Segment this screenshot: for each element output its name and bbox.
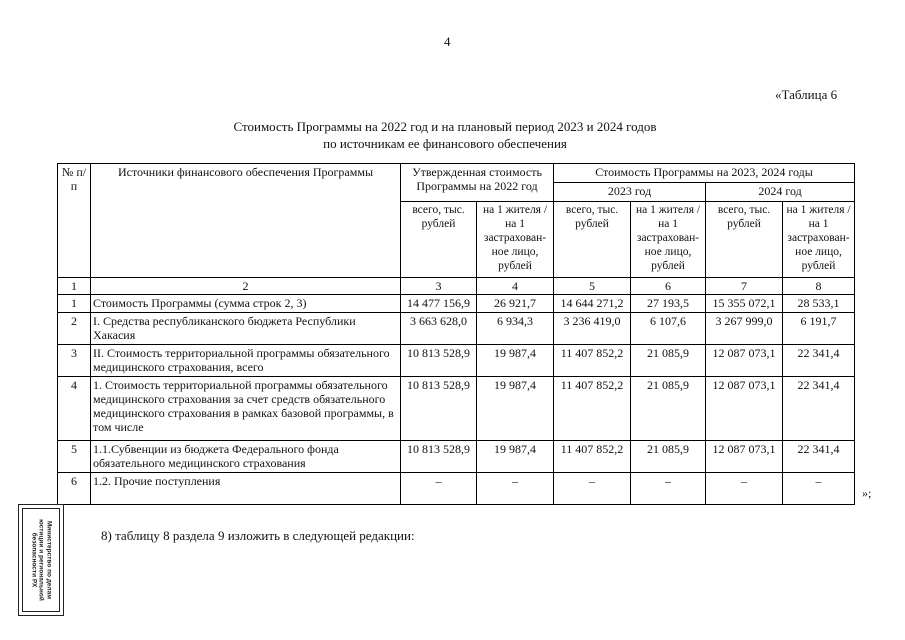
header-per-capita-2024: на 1 жителя / на 1 застрахован-ное лицо, рублей [783, 202, 855, 278]
cell-value: 6 191,7 [783, 313, 855, 345]
cell-value: 3 663 628,0 [401, 313, 477, 345]
column-number: 4 [477, 278, 554, 295]
title-line-1: Стоимость Программы на 2022 год и на плановый период 2023 и 2024 годов [233, 119, 657, 134]
document-title [150, 118, 740, 152]
row-number: 5 [58, 441, 91, 473]
cell-value: 3 267 999,0 [706, 313, 783, 345]
cell-value: 14 644 271,2 [554, 295, 631, 313]
row-source-name: 1.1.Субвенции из бюджета Федерального фонда обязательного медицинского страхования [91, 441, 401, 473]
stamp-text [30, 508, 53, 612]
stamp-line: юстиции и региональной [37, 519, 45, 601]
table-row [58, 295, 855, 313]
header-per-capita-2023: на 1 жителя / на 1 застрахован-ное лицо, рублей [631, 202, 706, 278]
row-number: 2 [58, 313, 91, 345]
cell-value: 12 087 073,1 [706, 377, 783, 441]
cell-value: 22 341,4 [783, 441, 855, 473]
program-cost-table [57, 163, 855, 505]
cell-value: 6 107,6 [631, 313, 706, 345]
column-number: 2 [91, 278, 401, 295]
cell-value: – [783, 473, 855, 505]
cell-value: 6 934,3 [477, 313, 554, 345]
instruction-text: 8) таблицу 8 раздела 9 изложить в следующей редакции: [101, 528, 415, 543]
stamp-line: Министерство по делам [45, 520, 53, 600]
column-number: 6 [631, 278, 706, 295]
title-line-2: по источникам ее финансового обеспечения [323, 136, 567, 151]
ministry-stamp [18, 504, 64, 616]
cell-value: 21 085,9 [631, 345, 706, 377]
closing-quote-mark: »; [862, 486, 872, 500]
table-row [58, 441, 855, 473]
column-number: 3 [401, 278, 477, 295]
row-number: 6 [58, 473, 91, 505]
column-number: 7 [706, 278, 783, 295]
cell-value: 27 193,5 [631, 295, 706, 313]
cell-value: 11 407 852,2 [554, 345, 631, 377]
cell-value: – [554, 473, 631, 505]
cell-value: 3 236 419,0 [554, 313, 631, 345]
row-number: 1 [58, 295, 91, 313]
column-number: 8 [783, 278, 855, 295]
cell-value: 21 085,9 [631, 377, 706, 441]
cell-value: 11 407 852,2 [554, 377, 631, 441]
row-source-name: 1. Стоимость территориальной программы обязательного медицинского страхования за счет средств обязательного медицинского страхования в рамках базовой программы, в том числе [91, 377, 401, 441]
cell-value: 22 341,4 [783, 377, 855, 441]
column-number: 1 [58, 278, 91, 295]
cell-value: 28 533,1 [783, 295, 855, 313]
cell-value: 19 987,4 [477, 441, 554, 473]
cell-value: 12 087 073,1 [706, 441, 783, 473]
header-sources: Источники финансового обеспечения Программы [91, 164, 401, 278]
cell-value: 22 341,4 [783, 345, 855, 377]
header-year-2023: 2023 год [554, 183, 706, 202]
table-row [58, 313, 855, 345]
stamp-line: безопасности РХ [30, 532, 38, 588]
cell-value: 12 087 073,1 [706, 345, 783, 377]
page-number: 4 [444, 34, 451, 49]
header-total-2022: всего, тыс. рублей [401, 202, 477, 278]
cell-value: 10 813 528,9 [401, 441, 477, 473]
cell-value: – [401, 473, 477, 505]
row-source-name: II. Стоимость территориальной программы обязательного медицинского страхования, всего [91, 345, 401, 377]
header-total-2023: всего, тыс. рублей [554, 202, 631, 278]
header-cost-2023-2024: Стоимость Программы на 2023, 2024 годы [554, 164, 855, 183]
cell-value: – [631, 473, 706, 505]
row-number: 3 [58, 345, 91, 377]
cell-value: 19 987,4 [477, 377, 554, 441]
row-source-name: I. Средства республиканского бюджета Республики Хакасия [91, 313, 401, 345]
table-label: «Таблица 6 [775, 87, 838, 102]
header-approved: Утвержденная стоимость Программы на 2022 год [401, 164, 554, 202]
cell-value: – [706, 473, 783, 505]
header-per-capita-2022: на 1 жителя / на 1 застрахован-ное лицо, рублей [477, 202, 554, 278]
column-number-row [58, 278, 855, 295]
cell-value: 26 921,7 [477, 295, 554, 313]
header-num: № п/п [58, 164, 91, 278]
table-row [58, 345, 855, 377]
row-source-name: 1.2. Прочие поступления [91, 473, 401, 505]
column-number: 5 [554, 278, 631, 295]
cell-value: – [477, 473, 554, 505]
header-total-2024: всего, тыс. рублей [706, 202, 783, 278]
cell-value: 19 987,4 [477, 345, 554, 377]
cell-value: 14 477 156,9 [401, 295, 477, 313]
cell-value: 10 813 528,9 [401, 377, 477, 441]
header-year-2024: 2024 год [706, 183, 855, 202]
row-number: 4 [58, 377, 91, 441]
cell-value: 11 407 852,2 [554, 441, 631, 473]
table-row [58, 377, 855, 441]
row-source-name: Стоимость Программы (сумма строк 2, 3) [91, 295, 401, 313]
cell-value: 15 355 072,1 [706, 295, 783, 313]
cell-value: 21 085,9 [631, 441, 706, 473]
cell-value: 10 813 528,9 [401, 345, 477, 377]
table-row [58, 473, 855, 505]
